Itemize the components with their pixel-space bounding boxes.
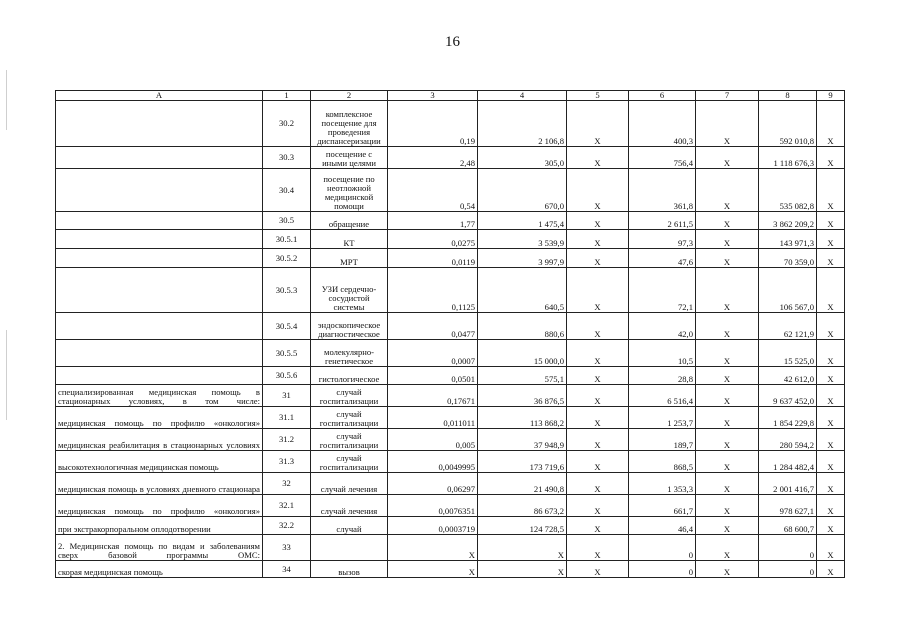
column-header: 4 [478,91,567,101]
value-cell-col7: X [696,561,759,578]
value-cell-col5: X [567,268,629,313]
value-cell-col6: 42,0 [629,313,696,340]
row-number: 34 [263,561,311,578]
unit-cell: случай госпитализации [311,429,388,451]
value-cell-col9: X [817,517,845,535]
value-cell-col6: 661,7 [629,495,696,517]
table-row [56,101,845,147]
table-row [56,169,845,212]
value-cell-col4: 173 719,6 [478,451,567,473]
value-cell-col8: 978 627,1 [759,495,817,517]
value-cell-col6: 1 353,3 [629,473,696,495]
row-label [56,212,263,230]
value-cell-col9: X [817,451,845,473]
value-cell-col7: X [696,249,759,268]
value-cell-col6: 868,5 [629,451,696,473]
value-cell-col6: 6 516,4 [629,385,696,407]
row-label: при экстракорпоральном оплодотворении [56,517,263,535]
value-cell-col9: X [817,495,845,517]
value-cell-col8: 9 637 452,0 [759,385,817,407]
row-number: 31.3 [263,451,311,473]
value-cell-col3: 0,1125 [388,268,478,313]
table-row [56,407,845,429]
value-cell-col9: X [817,367,845,385]
value-cell-col8: 280 594,2 [759,429,817,451]
row-number: 32 [263,473,311,495]
value-cell-col4: 86 673,2 [478,495,567,517]
page-number: 16 [445,34,460,50]
row-number: 30.4 [263,169,311,212]
value-cell-col7: X [696,429,759,451]
value-cell-col6: 0 [629,561,696,578]
unit-cell: молекулярно-генетическое [311,340,388,367]
unit-cell: гистологическое [311,367,388,385]
table-row [56,340,845,367]
value-cell-col8: 62 121,9 [759,313,817,340]
row-label [56,313,263,340]
value-cell-col7: X [696,340,759,367]
value-cell-col6: 756,4 [629,147,696,169]
value-cell-col4: 113 868,2 [478,407,567,429]
value-cell-col8: 535 082,8 [759,169,817,212]
table-row [56,230,845,249]
value-cell-col5: X [567,495,629,517]
value-cell-col7: X [696,495,759,517]
value-cell-col7: X [696,230,759,249]
row-number: 33 [263,535,311,561]
value-cell-col3: 0,0076351 [388,495,478,517]
table-row [56,313,845,340]
value-cell-col6: 46,4 [629,517,696,535]
value-cell-col3: 0,06297 [388,473,478,495]
value-cell-col4: 21 490,8 [478,473,567,495]
unit-cell: случай госпитализации [311,407,388,429]
table-row [56,385,845,407]
table-row [56,429,845,451]
value-cell-col9: X [817,313,845,340]
row-number: 30.5.5 [263,340,311,367]
table-row [56,517,845,535]
value-cell-col3: 0,011011 [388,407,478,429]
column-header: 5 [567,91,629,101]
table-row [56,147,845,169]
row-number: 30.5.4 [263,313,311,340]
unit-cell: случай лечения [311,473,388,495]
value-cell-col6: 189,7 [629,429,696,451]
value-cell-col3: 0,0003719 [388,517,478,535]
value-cell-col3: 2,48 [388,147,478,169]
value-cell-col7: X [696,451,759,473]
value-cell-col8: 68 600,7 [759,517,817,535]
value-cell-col6: 10,5 [629,340,696,367]
value-cell-col8: 15 525,0 [759,340,817,367]
unit-cell: случай госпитализации [311,451,388,473]
value-cell-col5: X [567,367,629,385]
value-cell-col6: 400,3 [629,101,696,147]
value-cell-col6: 0 [629,535,696,561]
value-cell-col5: X [567,169,629,212]
unit-cell [311,535,388,561]
value-cell-col3: 0,0501 [388,367,478,385]
value-cell-col6: 97,3 [629,230,696,249]
table-row [56,495,845,517]
margin-mark [6,70,7,130]
row-label [56,101,263,147]
value-cell-col3: X [388,535,478,561]
unit-cell: КТ [311,230,388,249]
table-row [56,473,845,495]
value-cell-col4: 37 948,9 [478,429,567,451]
value-cell-col4: 3 997,9 [478,249,567,268]
value-cell-col4: X [478,561,567,578]
unit-cell: УЗИ сердечно-сосудистой системы [311,268,388,313]
unit-cell: эндоскопическое диагностическое [311,313,388,340]
row-number: 30.3 [263,147,311,169]
row-label [56,367,263,385]
row-number: 31.2 [263,429,311,451]
value-cell-col5: X [567,230,629,249]
value-cell-col9: X [817,101,845,147]
value-cell-col4: 36 876,5 [478,385,567,407]
row-number: 30.5.2 [263,249,311,268]
value-cell-col9: X [817,535,845,561]
value-cell-col6: 1 253,7 [629,407,696,429]
value-cell-col6: 72,1 [629,268,696,313]
value-cell-col3: 0,0119 [388,249,478,268]
unit-cell: обращение [311,212,388,230]
row-label: специализированная медицинская помощь в стационарных условиях, в том числе: [56,385,263,407]
value-cell-col5: X [567,101,629,147]
row-label: 2. Медицинская помощь по видам и заболеваниям сверх базовой программы ОМС: [56,535,263,561]
column-header: 2 [311,91,388,101]
value-cell-col7: X [696,313,759,340]
value-cell-col4: 15 000,0 [478,340,567,367]
value-cell-col5: X [567,407,629,429]
row-label: медицинская помощь в условиях дневного стационара [56,473,263,495]
value-cell-col5: X [567,561,629,578]
row-label: медицинская помощь по профилю «онкология» [56,495,263,517]
row-number: 32.2 [263,517,311,535]
value-cell-col4: X [478,535,567,561]
unit-cell: посещение по неотложной медицинской помощи [311,169,388,212]
column-header: 1 [263,91,311,101]
value-cell-col9: X [817,561,845,578]
row-number: 30.5.3 [263,268,311,313]
value-cell-col4: 3 539,9 [478,230,567,249]
value-cell-col3: 0,0049995 [388,451,478,473]
unit-cell: случай госпитализации [311,385,388,407]
table-row [56,212,845,230]
value-cell-col8: 592 010,8 [759,101,817,147]
value-cell-col8: 0 [759,561,817,578]
column-header: А [56,91,263,101]
column-header: 3 [388,91,478,101]
value-cell-col7: X [696,169,759,212]
value-cell-col5: X [567,535,629,561]
value-cell-col8: 106 567,0 [759,268,817,313]
value-cell-col6: 2 611,5 [629,212,696,230]
value-cell-col3: X [388,561,478,578]
row-label [56,268,263,313]
value-cell-col6: 28,8 [629,367,696,385]
value-cell-col4: 124 728,5 [478,517,567,535]
column-header: 7 [696,91,759,101]
value-cell-col7: X [696,517,759,535]
value-cell-col4: 1 475,4 [478,212,567,230]
value-cell-col7: X [696,473,759,495]
value-cell-col8: 1 118 676,3 [759,147,817,169]
value-cell-col7: X [696,385,759,407]
value-cell-col9: X [817,407,845,429]
row-number: 30.5 [263,212,311,230]
value-cell-col8: 70 359,0 [759,249,817,268]
unit-cell: посещение с иными целями [311,147,388,169]
value-cell-col9: X [817,249,845,268]
value-cell-col5: X [567,147,629,169]
row-label [56,340,263,367]
value-cell-col4: 305,0 [478,147,567,169]
margin-mark [6,330,7,420]
value-cell-col7: X [696,147,759,169]
value-cell-col5: X [567,517,629,535]
value-cell-col3: 0,0477 [388,313,478,340]
value-cell-col5: X [567,249,629,268]
value-cell-col3: 0,005 [388,429,478,451]
value-cell-col5: X [567,385,629,407]
value-cell-col8: 42 612,0 [759,367,817,385]
value-cell-col5: X [567,473,629,495]
row-number: 30.2 [263,101,311,147]
row-label [56,147,263,169]
value-cell-col6: 47,6 [629,249,696,268]
value-cell-col9: X [817,268,845,313]
row-label: скорая медицинская помощь [56,561,263,578]
table-header-row [56,91,845,101]
row-label: медицинская реабилитация в стационарных условиях [56,429,263,451]
value-cell-col6: 361,8 [629,169,696,212]
row-label [56,169,263,212]
value-cell-col8: 0 [759,535,817,561]
table-row [56,535,845,561]
row-label [56,230,263,249]
value-cell-col3: 0,19 [388,101,478,147]
unit-cell: МРТ [311,249,388,268]
value-cell-col9: X [817,473,845,495]
value-cell-col8: 1 854 229,8 [759,407,817,429]
value-cell-col3: 1,77 [388,212,478,230]
row-number: 31.1 [263,407,311,429]
value-cell-col8: 1 284 482,4 [759,451,817,473]
column-header: 9 [817,91,845,101]
value-cell-col9: X [817,429,845,451]
value-cell-col3: 0,17671 [388,385,478,407]
row-number: 32.1 [263,495,311,517]
unit-cell: случай [311,517,388,535]
row-number: 30.5.6 [263,367,311,385]
value-cell-col4: 880,6 [478,313,567,340]
value-cell-col9: X [817,212,845,230]
value-cell-col9: X [817,340,845,367]
value-cell-col4: 575,1 [478,367,567,385]
row-number: 30.5.1 [263,230,311,249]
value-cell-col7: X [696,407,759,429]
value-cell-col9: X [817,385,845,407]
row-label: медицинская помощь по профилю «онкология» [56,407,263,429]
table-row [56,268,845,313]
value-cell-col8: 143 971,3 [759,230,817,249]
unit-cell: случай лечения [311,495,388,517]
row-label [56,249,263,268]
table-row [56,249,845,268]
value-cell-col9: X [817,230,845,249]
unit-cell: вызов [311,561,388,578]
value-cell-col5: X [567,340,629,367]
value-cell-col8: 3 862 209,2 [759,212,817,230]
row-number: 31 [263,385,311,407]
value-cell-col3: 0,0275 [388,230,478,249]
row-label: высокотехнологичная медицинская помощь [56,451,263,473]
value-cell-col3: 0,0007 [388,340,478,367]
value-cell-col7: X [696,212,759,230]
column-header: 6 [629,91,696,101]
value-cell-col4: 670,0 [478,169,567,212]
value-cell-col3: 0,54 [388,169,478,212]
value-cell-col5: X [567,212,629,230]
value-cell-col5: X [567,451,629,473]
value-cell-col7: X [696,268,759,313]
value-cell-col8: 2 001 416,7 [759,473,817,495]
table-row [56,451,845,473]
column-header: 8 [759,91,817,101]
value-cell-col7: X [696,367,759,385]
data-table [55,90,845,578]
table-row [56,367,845,385]
value-cell-col9: X [817,147,845,169]
table-row [56,561,845,578]
value-cell-col4: 640,5 [478,268,567,313]
value-cell-col4: 2 106,8 [478,101,567,147]
value-cell-col5: X [567,429,629,451]
unit-cell: комплексное посещение для проведения диспансеризации [311,101,388,147]
value-cell-col7: X [696,101,759,147]
value-cell-col7: X [696,535,759,561]
value-cell-col5: X [567,313,629,340]
value-cell-col9: X [817,169,845,212]
